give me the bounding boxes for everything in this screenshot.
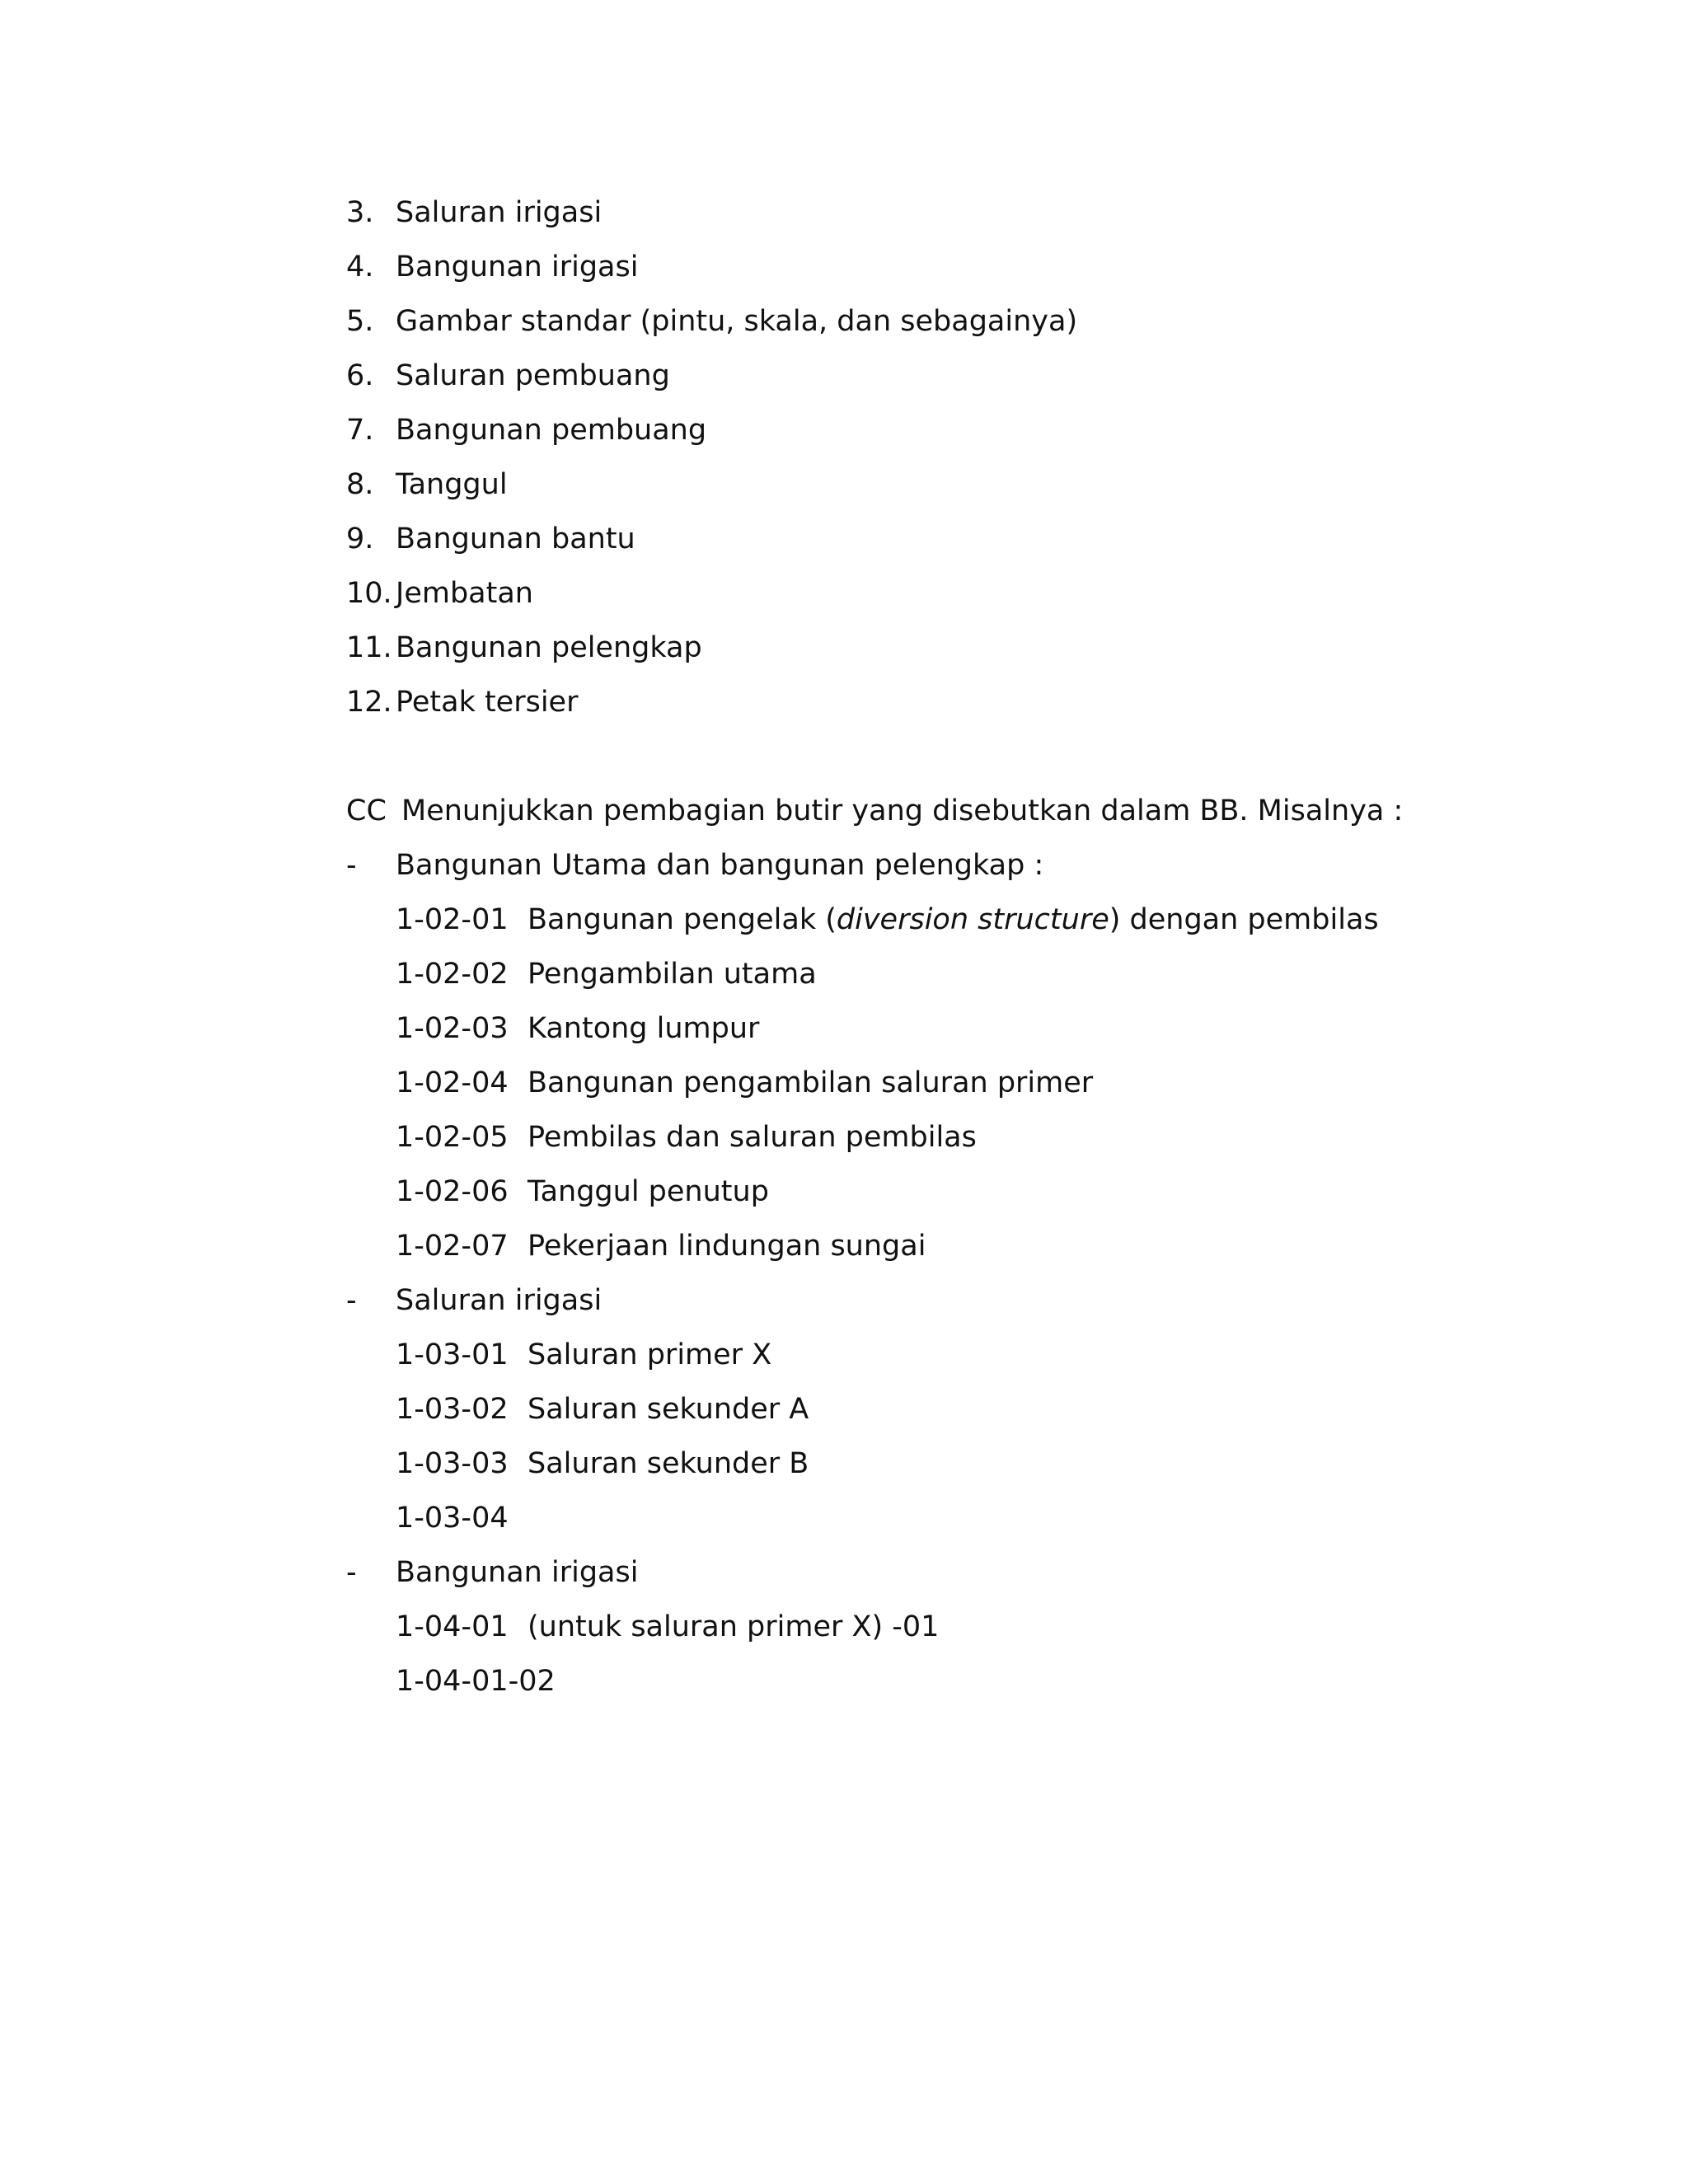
list-number: 4. (346, 251, 374, 284)
item-text-before: Bangunan pengelak ( (528, 903, 837, 936)
list-text: Petak tersier (396, 686, 579, 719)
item-code: 1-02-07 (396, 1230, 509, 1263)
cc-label: CC (346, 794, 387, 827)
code-item (346, 1110, 1418, 1165)
item-text: Saluran primer X (528, 1338, 772, 1371)
list-item (346, 294, 1418, 349)
item-text: Pembilas dan saluran pembilas (528, 1121, 977, 1154)
item-text: Saluran sekunder B (528, 1447, 809, 1480)
document-content (346, 185, 1418, 1708)
item-text: Tanggul penutup (528, 1175, 769, 1208)
code-item (346, 1600, 1418, 1654)
group-title: Bangunan irigasi (396, 1556, 639, 1589)
dash-bullet: - (346, 1556, 357, 1589)
dash-bullet: - (346, 1284, 357, 1317)
group-heading (346, 838, 1418, 893)
list-text: Jembatan (396, 577, 533, 610)
list-number: 10. (346, 577, 392, 610)
item-text: Kantong lumpur (528, 1012, 760, 1045)
item-text-italic: diversion structure (836, 903, 1109, 936)
item-code: 1-02-05 (396, 1121, 509, 1154)
code-item (346, 1654, 1418, 1708)
list-text: Bangunan bantu (396, 523, 635, 555)
item-code: 1-03-02 (396, 1393, 509, 1426)
cc-paragraph (346, 784, 1418, 838)
list-number: 6. (346, 359, 374, 392)
item-code: 1-04-01-02 (396, 1665, 556, 1698)
code-item (346, 893, 1418, 947)
group-title: Bangunan Utama dan bangunan pelengkap : (396, 849, 1044, 882)
cc-text: Menunjukkan pembagian butir yang disebutkan dalam BB. Misalnya : (401, 794, 1404, 827)
item-text: Bangunan pengambilan saluran primer (528, 1066, 1094, 1099)
list-number: 5. (346, 305, 374, 338)
item-text-after: ) dengan pembilas (1109, 903, 1379, 936)
code-item (346, 1382, 1418, 1436)
code-item (346, 1436, 1418, 1491)
list-number: 8. (346, 468, 374, 501)
item-code: 1-03-03 (396, 1447, 509, 1480)
code-item (346, 1165, 1418, 1219)
group-heading (346, 1545, 1418, 1600)
code-item (346, 1328, 1418, 1382)
list-item (346, 621, 1418, 675)
list-number: 3. (346, 196, 374, 229)
item-text: Pengambilan utama (528, 958, 817, 991)
code-item (346, 1219, 1418, 1273)
item-text: Saluran sekunder A (528, 1393, 809, 1426)
list-item (346, 403, 1418, 457)
item-code: 1-04-01 (396, 1610, 509, 1643)
list-item (346, 457, 1418, 512)
list-number: 11. (346, 631, 392, 664)
item-code: 1-02-01 (396, 903, 509, 936)
list-item (346, 675, 1418, 729)
list-text: Tanggul (396, 468, 508, 501)
list-text: Bangunan irigasi (396, 251, 639, 284)
item-text: Pekerjaan lindungan sungai (528, 1230, 926, 1263)
item-code: 1-03-04 (396, 1502, 509, 1535)
code-item (346, 947, 1418, 1001)
list-item (346, 566, 1418, 621)
group-heading (346, 1273, 1418, 1328)
code-item (346, 1056, 1418, 1110)
list-number: 9. (346, 523, 374, 555)
list-text: Gambar standar (pintu, skala, dan sebagainya) (396, 305, 1078, 338)
item-code: 1-02-02 (396, 958, 509, 991)
item-code: 1-02-03 (396, 1012, 509, 1045)
code-item (346, 1491, 1418, 1545)
list-number: 7. (346, 414, 374, 447)
code-item (346, 1001, 1418, 1056)
item-text (528, 893, 1379, 947)
list-item (346, 240, 1418, 294)
list-item (346, 349, 1418, 403)
item-code: 1-02-06 (396, 1175, 509, 1208)
item-code: 1-02-04 (396, 1066, 509, 1099)
spacer (346, 729, 1418, 784)
list-item (346, 185, 1418, 240)
list-item (346, 512, 1418, 566)
list-number: 12. (346, 686, 392, 719)
group-title: Saluran irigasi (396, 1284, 603, 1317)
list-text: Saluran pembuang (396, 359, 670, 392)
list-text: Saluran irigasi (396, 196, 603, 229)
list-text: Bangunan pembuang (396, 414, 707, 447)
item-text: (untuk saluran primer X) -01 (528, 1610, 940, 1643)
item-code: 1-03-01 (396, 1338, 509, 1371)
dash-bullet: - (346, 849, 357, 882)
list-text: Bangunan pelengkap (396, 631, 702, 664)
